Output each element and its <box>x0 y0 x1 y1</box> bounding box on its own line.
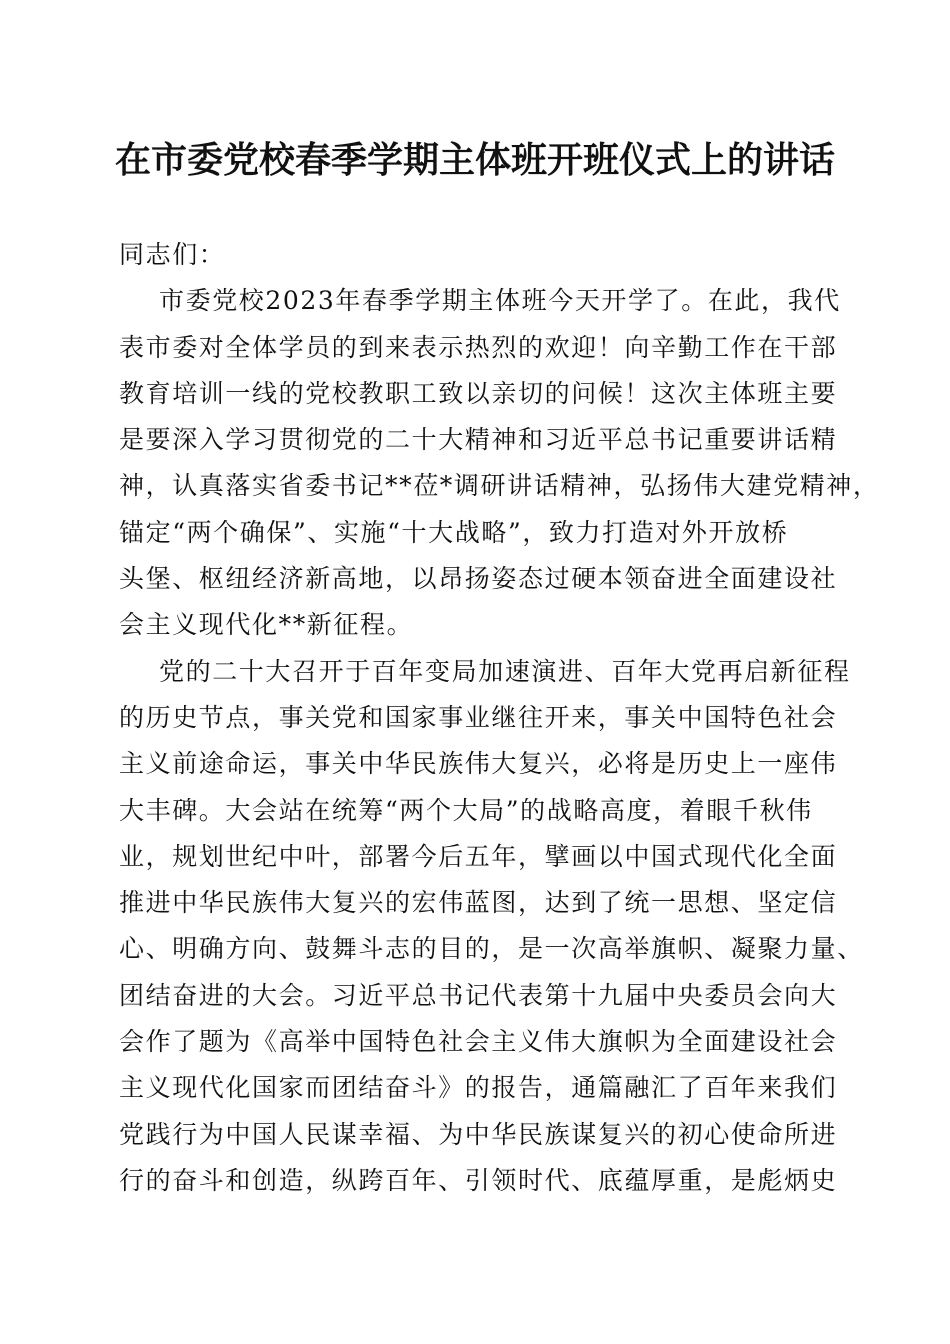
paragraph-line: 推进中华民族伟大复兴的宏伟蓝图，达到了统一思想、坚定信 <box>119 888 838 918</box>
paragraph-line: 主义前途命运，事关中华民族伟大复兴，必将是历史上一座伟 <box>119 749 838 779</box>
paragraph-line: 教育培训一线的党校教职工致以亲切的问候！这次主体班主要 <box>119 378 838 408</box>
document-body <box>119 232 880 1204</box>
paragraph-line: 会主义现代化**新征程。 <box>119 610 414 640</box>
document-title: 在市委党校春季学期主体班开班仪式上的讲话 <box>114 139 835 181</box>
paragraph-line: 党的二十大召开于百年变局加速演进、百年大党再启新征程 <box>159 656 851 686</box>
paragraph-line: 行的奋斗和创造，纵跨百年、引领时代、底蕴厚重，是彪炳史 <box>119 1165 838 1195</box>
paragraph-1 <box>119 278 880 648</box>
paragraph-line: 的历史节点，事关党和国家事业继往开来，事关中国特色社会 <box>119 702 838 732</box>
paragraph-2 <box>119 649 864 1205</box>
paragraph-line: 主义现代化国家而团结奋斗》的报告，通篇融汇了百年来我们 <box>119 1073 838 1103</box>
paragraph-line: 神，认真落实省委书记**莅*调研讲话精神，弘扬伟大建党精神， <box>119 471 880 501</box>
paragraph-line: 是要深入学习贯彻党的二十大精神和习近平总书记重要讲话精 <box>119 425 838 455</box>
paragraph-line: 头堡、枢纽经济新高地，以昂扬姿态过硬本领奋进全面建设社 <box>119 564 838 594</box>
greeting-line: 同志们： <box>119 240 226 269</box>
paragraph-line: 业，规划世纪中叶，部署今后五年，擘画以中国式现代化全面 <box>119 841 838 871</box>
paragraph-line: 市委党校2023年春季学期主体班今天开学了。在此，我代 <box>159 286 841 316</box>
paragraph-line: 心、明确方向、鼓舞斗志的目的，是一次高举旗帜、凝聚力量、 <box>119 934 864 964</box>
paragraph-line: 会作了题为《高举中国特色社会主义伟大旗帜为全面建设社会 <box>119 1027 838 1057</box>
paragraph-line: 表市委对全体学员的到来表示热烈的欢迎！向辛勤工作在干部 <box>119 332 838 362</box>
paragraph-line: 锚定“两个确保”、实施“十大战略”，致力打造对外开放桥 <box>119 517 789 547</box>
paragraph-line: 大丰碑。大会站在统筹“两个大局”的战略高度，着眼千秋伟 <box>119 795 813 825</box>
paragraph-line: 党践行为中国人民谋幸福、为中华民族谋复兴的初心使命所进 <box>119 1119 838 1149</box>
paragraph-line: 团结奋进的大会。习近平总书记代表第十九届中央委员会向大 <box>119 980 838 1010</box>
